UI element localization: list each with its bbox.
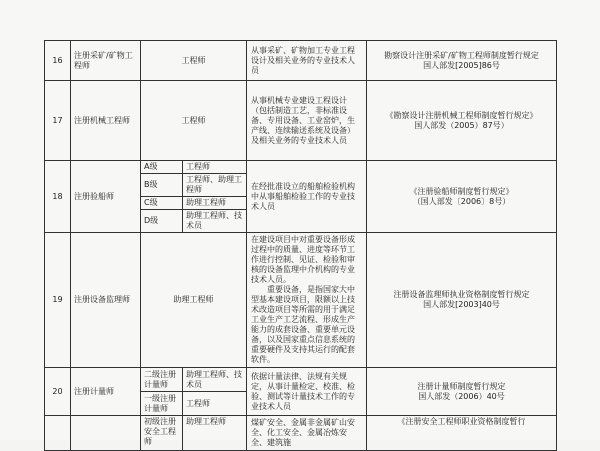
table-row <box>45 416 557 451</box>
regulation-number: 国人部发（2006）40号 <box>418 391 505 401</box>
row-number: 20 <box>45 368 71 416</box>
regulation-title: 注册设备监理师执业资格制度暂行规定 <box>393 290 530 299</box>
required-title: 工程师 <box>183 392 247 416</box>
grade-label: 二级注册计量师 <box>141 368 183 392</box>
row-number: 16 <box>45 41 71 81</box>
regulation-title: 注册计量师制度暂行规定 <box>417 381 506 391</box>
row-number: 19 <box>45 233 71 368</box>
table-row <box>45 161 557 174</box>
scope-paragraph: 重要设备，是指国家大中型基本建设项目，限额以上技术改造项目等所需的用于满足工业生产工艺流程、形成生产能力的成套设备、重要单元设备，以及国家重点信息系统的重要硬件及支持其运行的配套软件。 <box>251 285 355 364</box>
required-title: 助理工程师、技术员 <box>183 210 247 233</box>
qualification-name: 注册计量师 <box>71 368 141 416</box>
table-row <box>45 368 557 392</box>
regulation-reference <box>367 368 557 416</box>
regulation-reference <box>367 81 557 161</box>
required-title: 工程师 <box>141 81 247 161</box>
qualification-name: 注册设备监理师 <box>71 233 141 368</box>
qualification-name <box>71 416 141 451</box>
scope-description: 从事采矿、矿物加工专业工程设计及相关业务的专业技术人员 <box>247 41 367 81</box>
regulation-title: 《勘察设计注册机械工程师制度暂行规定》 <box>385 110 538 120</box>
qualification-name: 注册采矿/矿物工程师 <box>71 41 141 81</box>
grade-label: C级 <box>141 197 183 210</box>
regulation-title: 《注册安全工程师职业资格制度暂行 <box>397 417 526 426</box>
scope-description: 从事机械专业建设工程设计（包括制造工艺，非标准设备、专用设备、工业窑炉，生产线、连续输送系统及设备）及相关业务的专业技术人员 <box>247 81 367 161</box>
qualification-name: 注册验船师 <box>71 161 141 233</box>
row-number: 18 <box>45 161 71 233</box>
regulation-number: （国人部发〔2006〕8号） <box>412 196 511 206</box>
regulation-reference <box>367 41 557 81</box>
qualification-name: 注册机械工程师 <box>71 81 141 161</box>
scope-description: 依据计量法律、法规有关规定，从事计量检定、校准、检验、测试等计量技术工作的专业技术人员 <box>247 368 367 416</box>
grade-label: 初级注册安全工程师 <box>141 416 183 451</box>
required-title: 助理工程师 <box>183 416 247 451</box>
regulation-title: 勘察设计注册采矿/矿物工程师制度暂行规定 <box>384 50 539 60</box>
scope-description: 在经批准设立的船舶检验机构中从事船舶检验工作的专业技术人员 <box>247 161 367 233</box>
scope-description <box>247 233 367 368</box>
required-title: 工程师 <box>141 41 247 81</box>
table-row <box>45 81 557 161</box>
row-number <box>45 416 71 451</box>
grade-label: 一级注册计量师 <box>141 392 183 416</box>
regulation-reference <box>367 233 557 368</box>
regulation-number: 国人部发[2005]86号 <box>423 60 500 70</box>
grade-label: B级 <box>141 174 183 197</box>
table-row <box>45 41 557 81</box>
table-row <box>45 233 557 368</box>
required-title: 工程师、助理工程师 <box>183 174 247 197</box>
regulation-reference <box>367 161 557 233</box>
scope-paragraph: 在建设项目中对重要设备形成过程中的质量、进度等环节工作进行控制、见证、检验和审核的设备监理中介机构的专业技术人员。 <box>251 235 355 284</box>
grade-label: D级 <box>141 210 183 233</box>
required-title: 助理工程师 <box>183 197 247 210</box>
regulation-title: 《注册验船师制度暂行规定》 <box>409 186 514 196</box>
grade-label: A级 <box>141 161 183 174</box>
qualification-table <box>44 40 557 451</box>
row-number: 17 <box>45 81 71 161</box>
regulation-number: 国人部发（2005）87号） <box>414 120 509 130</box>
required-title: 工程师 <box>183 161 247 174</box>
required-title: 助理工程师 <box>141 233 247 368</box>
regulation-number: 国人部发[2003]40号 <box>423 300 500 309</box>
required-title: 助理工程师、技术员 <box>183 368 247 392</box>
scope-description: 煤矿安全、金属非金属矿山安全、化工安全、金属冶炼安全、建筑施 <box>247 416 367 451</box>
regulation-reference <box>367 416 557 451</box>
